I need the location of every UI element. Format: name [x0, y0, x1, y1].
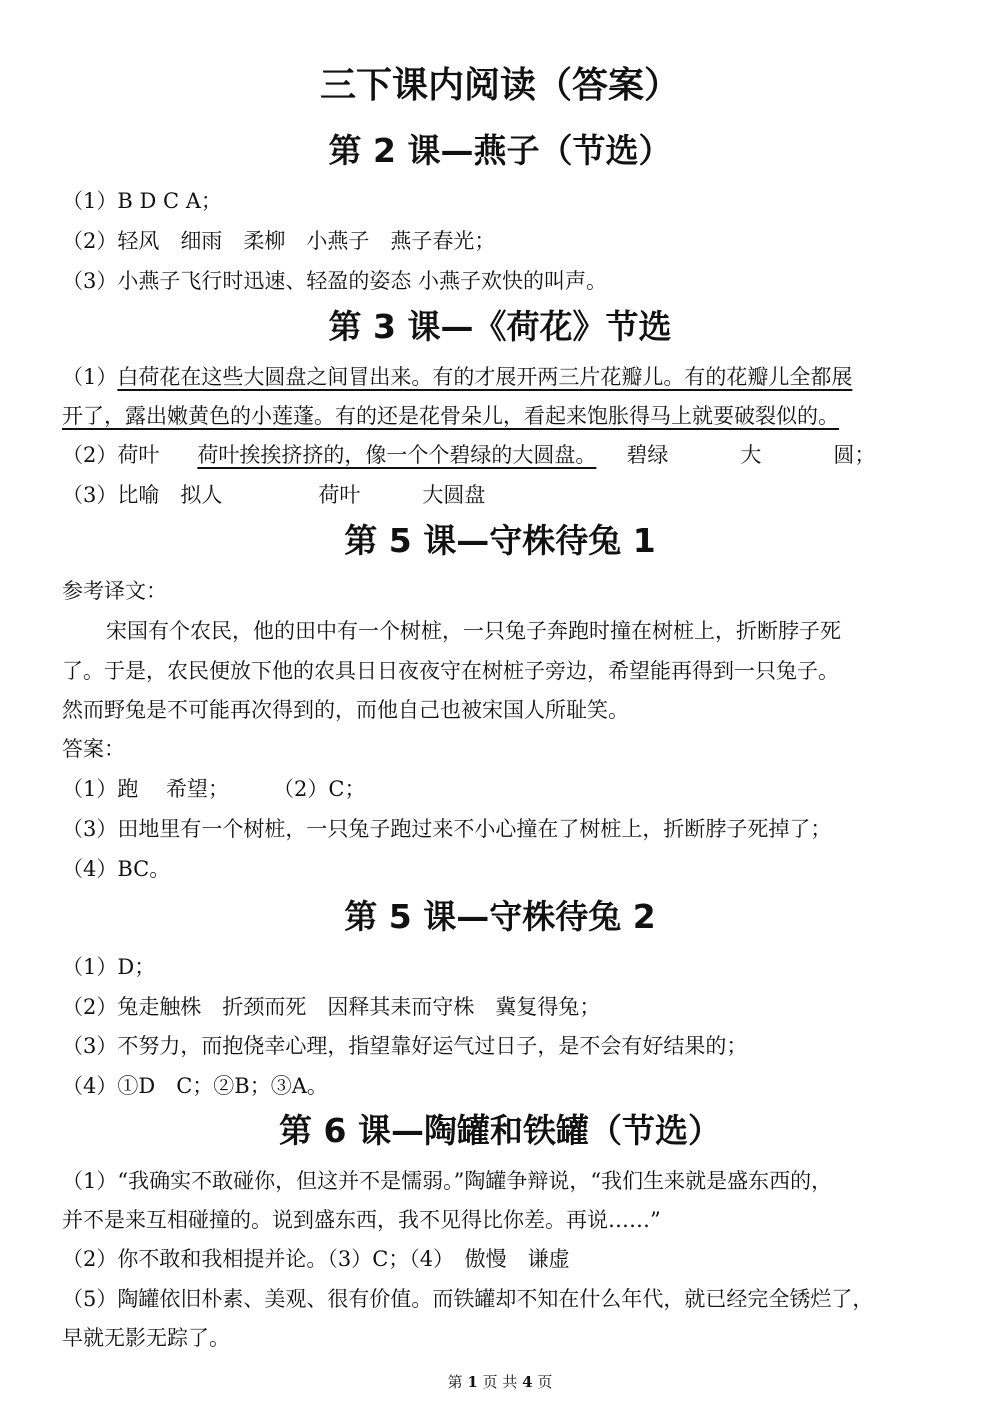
answer-part: 圆；	[833, 443, 876, 467]
answer-line: （3）小燕子飞行时迅速、轻盈的姿态 小燕子欢快的叫声。	[62, 269, 608, 293]
answer-line: （1）B D C A；	[62, 189, 222, 213]
translation-label: 参考译文：	[62, 579, 167, 603]
translation-paragraph: 了。于是，农民便放下他的农具日日夜夜守在树桩子旁边，希望能再得到一只兔子。	[62, 659, 839, 683]
document-title: 三下课内阅读（答案）	[319, 65, 680, 106]
answer-part: 碧绿	[626, 443, 669, 467]
answer-line: （5）陶罐依旧朴素、美观、很有价值。而铁罐却不知在什么年代，就已经完全锈烂了，	[62, 1287, 874, 1311]
answer-line: （3）田地里有一个树桩，一只兔子跑过来不小心撞在了树桩上，折断脖子死掉了；	[62, 817, 832, 841]
answer-line: （2）你不敢和我相提并论。（3）C；（4） 傲慢 谦虚	[62, 1247, 570, 1271]
section-heading-lesson-6: 第 6 课—陶罐和铁罐（节选）	[279, 1111, 721, 1150]
answer-line: （4）①D C；②B；③A。	[62, 1074, 328, 1098]
section-heading-lesson-2: 第 2 课—燕子（节选）	[328, 131, 672, 170]
section-heading-lesson-5-part-2: 第 5 课—守株待兔 2	[344, 897, 656, 936]
answer-line	[62, 401, 839, 431]
answer-line: （2）轻风 细雨 柔柳 小燕子 燕子春光；	[62, 229, 496, 253]
answer-part: （2）荷叶	[62, 443, 160, 467]
answer-line: （1）“我确实不敢碰你，但这并不是懦弱。”陶罐争辩说，“我们生来就是盛东西的，	[62, 1169, 833, 1193]
underlined-answer: 荷叶挨挨挤挤的，像一个个碧绿的大圆盘。	[197, 443, 597, 467]
current-page-number: 1	[467, 1373, 478, 1391]
footer-text: 第	[447, 1373, 463, 1391]
answer-line: （3）不努力，而抱侥幸心理，指望靠好运气过日子，是不会有好结果的；	[62, 1034, 748, 1058]
answer-line: 并不是来互相碰撞的。说到盛东西，我不见得比你差。再说……”	[62, 1208, 661, 1232]
total-pages-number: 4	[522, 1373, 533, 1391]
answer-part: （3）比喻 拟人	[62, 483, 223, 507]
translation-paragraph: 然而野兔是不可能再次得到的，而他自己也被宋国人所耻笑。	[62, 698, 629, 722]
answer-part: 大圆盘	[422, 483, 486, 507]
translation-paragraph: 宋国有个农民，他的田中有一个树桩，一只兔子奔跑时撞在树桩上，折断脖子死	[106, 619, 841, 643]
answer-line: （1）D；	[62, 955, 156, 979]
page-footer	[0, 1372, 1000, 1392]
section-heading-lesson-3: 第 3 课—《荷花》节选	[328, 307, 672, 346]
answer-part: 大	[740, 443, 762, 467]
underlined-answer: 开了，露出嫩黄色的小莲蓬。有的还是花骨朵儿，看起来饱胀得马上就要破裂似的。	[62, 404, 839, 428]
footer-text: 页	[537, 1373, 553, 1391]
answer-line	[62, 774, 365, 804]
answer-line: （4）BC。	[62, 857, 171, 881]
answer-line	[62, 480, 485, 510]
answer-part: 荷叶	[318, 483, 361, 507]
underlined-answer: 白荷花在这些大圆盘之间冒出来。有的才展开两三片花瓣儿。有的花瓣儿全都展	[117, 365, 853, 389]
answer-line	[62, 362, 852, 392]
footer-text: 页 共	[482, 1373, 518, 1391]
answer-line	[62, 440, 875, 470]
item-number: （1）	[62, 365, 118, 389]
answer-part: （1）跑 希望；	[62, 777, 230, 801]
answer-line: 早就无影无踪了。	[62, 1326, 230, 1350]
answer-line: （2）兔走触株 折颈而死 因释其耒而守株 冀复得兔；	[62, 995, 601, 1019]
answer-label: 答案：	[62, 737, 125, 761]
answer-part: （2）C；	[273, 777, 366, 801]
section-heading-lesson-5-part-1: 第 5 课—守株待兔 1	[344, 521, 656, 560]
